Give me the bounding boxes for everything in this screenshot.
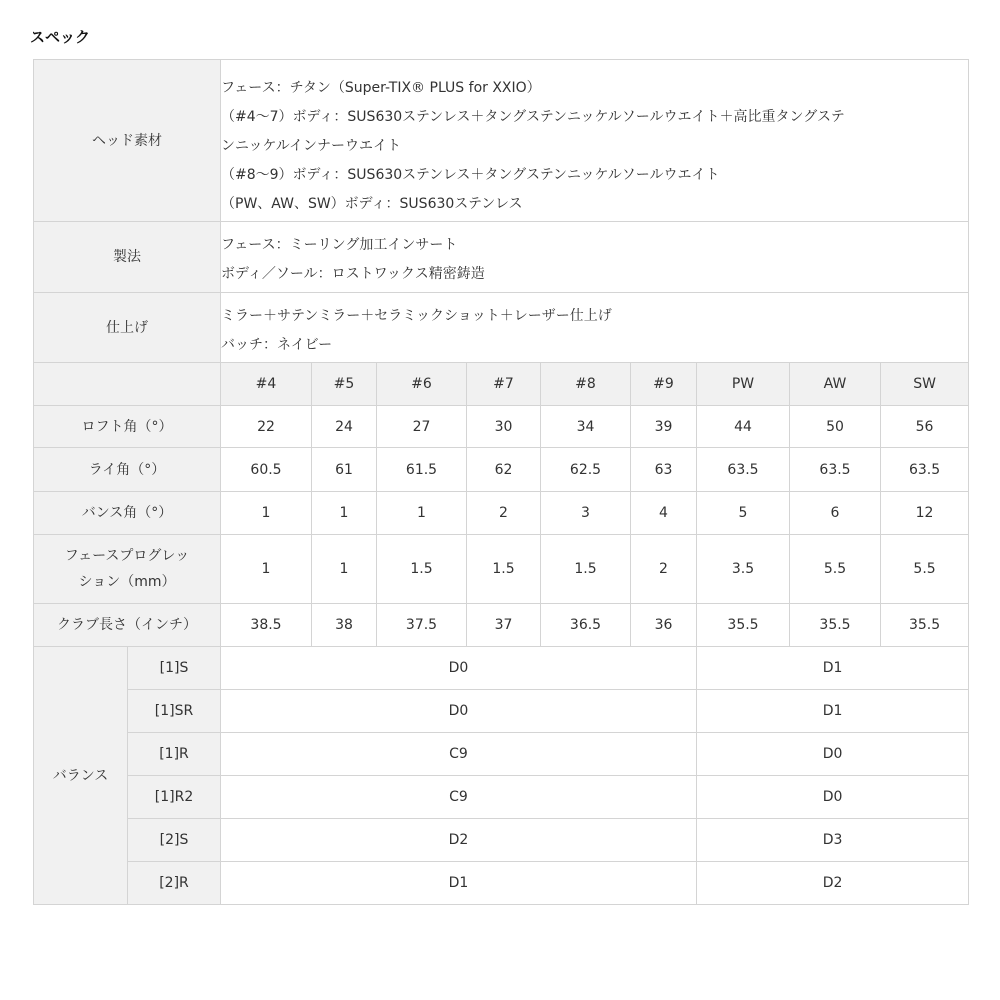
header-corner (34, 363, 221, 406)
spec-value: 1 (312, 492, 377, 535)
finish-text (221, 293, 969, 363)
spec-value: 3 (541, 492, 631, 535)
text-line: ボディ／ソール：ロストワックス精密鋳造 (221, 266, 485, 282)
spec-value: 61.5 (377, 448, 467, 492)
spec-value: 35.5 (697, 604, 790, 647)
shaft-label: [1]R (128, 733, 221, 776)
shaft-label: [1]SR (128, 690, 221, 733)
spec-value: 38.5 (221, 604, 312, 647)
manufacturing-row (34, 222, 969, 293)
spec-value: 5.5 (881, 535, 969, 604)
balance-wedges: D0 (697, 733, 969, 776)
shaft-label: [1]S (128, 647, 221, 690)
balance-irons: D0 (221, 690, 697, 733)
balance-row (34, 647, 969, 690)
spec-value: 24 (312, 406, 377, 448)
spec-value: 39 (631, 406, 697, 448)
bounce-row (34, 492, 969, 535)
head-material-row (34, 60, 969, 222)
spec-value: 63 (631, 448, 697, 492)
balance-irons: D1 (221, 862, 697, 905)
spec-value: 5 (697, 492, 790, 535)
spec-value: 37 (467, 604, 541, 647)
spec-value: 34 (541, 406, 631, 448)
balance-row (34, 733, 969, 776)
club-header: #9 (631, 363, 697, 406)
text-line: （#4～7）ボディ：SUS630ステンレス＋タングステンニッケルソールウエイト＋高比重タングステ (221, 108, 845, 125)
spec-value: 1 (312, 535, 377, 604)
spec-value: 63.5 (881, 448, 969, 492)
text-line: （#8～9）ボディ：SUS630ステンレス＋タングステンニッケルソールウエイト (221, 166, 720, 183)
spec-value: 3.5 (697, 535, 790, 604)
text-line: バッチ：ネイビー (221, 336, 333, 353)
spec-value: 1.5 (467, 535, 541, 604)
text-line: ミラー＋サテンミラー＋セラミックショット＋レーザー仕上げ (221, 307, 612, 324)
face-progression-row (34, 535, 969, 604)
spec-value: 36 (631, 604, 697, 647)
spec-value: 62.5 (541, 448, 631, 492)
row-label: ライ角（°） (34, 448, 221, 492)
text-line: ンニッケルインナーウエイト (221, 137, 402, 154)
row-label: バンス角（°） (34, 492, 221, 535)
text-line: フェース：チタン（Super-TIX® PLUS for XXIO） (221, 79, 541, 96)
balance-irons: C9 (221, 733, 697, 776)
head-material-text (221, 60, 969, 222)
text-line: フェース：ミーリング加工インサート (221, 237, 458, 253)
balance-wedges: D1 (697, 690, 969, 733)
balance-row (34, 690, 969, 733)
spec-value: 1 (377, 492, 467, 535)
row-label: ロフト角（°） (34, 406, 221, 448)
balance-wedges: D1 (697, 647, 969, 690)
row-label: クラブ長さ（インチ） (34, 604, 221, 647)
club-header: #4 (221, 363, 312, 406)
balance-label: バランス (34, 647, 128, 905)
spec-value: 38 (312, 604, 377, 647)
club-header-row (34, 363, 969, 406)
club-header: SW (881, 363, 969, 406)
head-material-label: ヘッド素材 (34, 60, 221, 222)
spec-value: 12 (881, 492, 969, 535)
balance-row (34, 776, 969, 819)
balance-row (34, 819, 969, 862)
spec-value: 2 (467, 492, 541, 535)
spec-value: 35.5 (881, 604, 969, 647)
spec-value: 2 (631, 535, 697, 604)
spec-value: 1 (221, 535, 312, 604)
spec-value: 5.5 (790, 535, 881, 604)
spec-value: 63.5 (697, 448, 790, 492)
spec-value: 56 (881, 406, 969, 448)
page-title: スペック (30, 28, 91, 46)
balance-irons: C9 (221, 776, 697, 819)
spec-value: 1 (221, 492, 312, 535)
spec-value: 1.5 (541, 535, 631, 604)
spec-value: 50 (790, 406, 881, 448)
spec-value: 36.5 (541, 604, 631, 647)
lie-row (34, 448, 969, 492)
club-header: #5 (312, 363, 377, 406)
spec-value: 1.5 (377, 535, 467, 604)
club-header: #7 (467, 363, 541, 406)
spec-value: 22 (221, 406, 312, 448)
club-length-row (34, 604, 969, 647)
spec-value: 44 (697, 406, 790, 448)
finish-label: 仕上げ (34, 293, 221, 363)
club-header: #8 (541, 363, 631, 406)
club-header: #6 (377, 363, 467, 406)
balance-irons: D2 (221, 819, 697, 862)
shaft-label: [2]R (128, 862, 221, 905)
spec-value: 62 (467, 448, 541, 492)
club-header: PW (697, 363, 790, 406)
row-label (34, 535, 221, 604)
spec-value: 6 (790, 492, 881, 535)
shaft-label: [1]R2 (128, 776, 221, 819)
spec-value: 60.5 (221, 448, 312, 492)
loft-row (34, 406, 969, 448)
finish-row (34, 293, 969, 363)
spec-value: 63.5 (790, 448, 881, 492)
manufacturing-text (221, 222, 969, 293)
balance-wedges: D0 (697, 776, 969, 819)
balance-wedges: D3 (697, 819, 969, 862)
spec-value: 61 (312, 448, 377, 492)
spec-value: 27 (377, 406, 467, 448)
balance-irons: D0 (221, 647, 697, 690)
spec-value: 4 (631, 492, 697, 535)
spec-value: 35.5 (790, 604, 881, 647)
spec-value: 37.5 (377, 604, 467, 647)
shaft-label: [2]S (128, 819, 221, 862)
spec-table (33, 59, 969, 905)
balance-row (34, 862, 969, 905)
balance-wedges: D2 (697, 862, 969, 905)
club-header: AW (790, 363, 881, 406)
spec-value: 30 (467, 406, 541, 448)
row-label-line: フェースプログレッ (64, 548, 190, 564)
row-label-line: ション（mm） (78, 574, 176, 590)
manufacturing-label: 製法 (34, 222, 221, 293)
text-line: （PW、AW、SW）ボディ：SUS630ステンレス (221, 195, 523, 212)
